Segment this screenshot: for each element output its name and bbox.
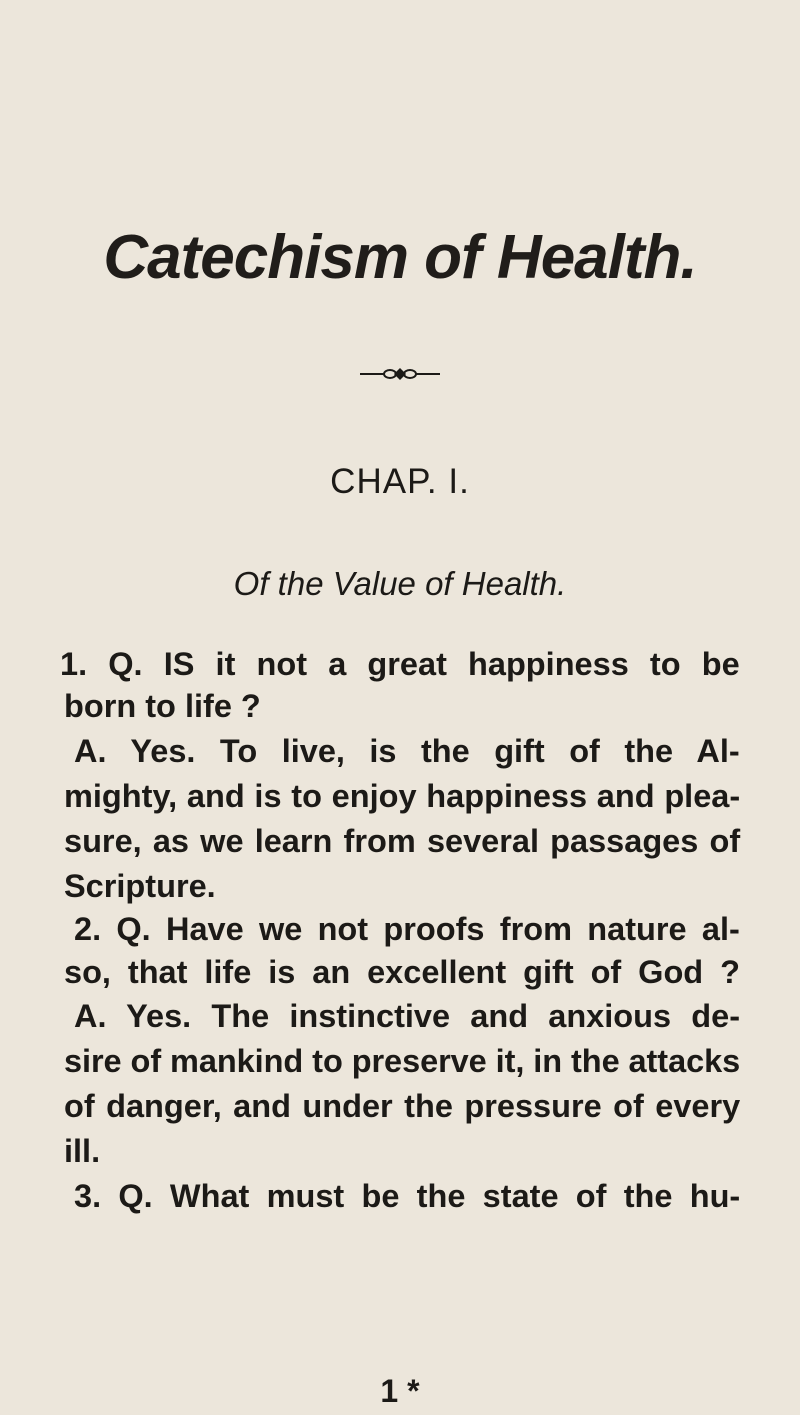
body-line: A. Yes. The instinctive and anxious de- [74, 998, 741, 1034]
body-line: of danger, and under the pressure of every [64, 1088, 741, 1124]
body-line: sure, as we learn from several passages of [64, 823, 741, 859]
body-line: 1. Q. IS it not a great happiness to be [60, 646, 740, 682]
body-line: born to life ? [64, 688, 261, 724]
body-line: so, that life is an excellent gift of God ? [64, 954, 740, 990]
body-line: A. Yes. To live, is the gift of the Al- [74, 733, 740, 769]
ornament-divider [360, 368, 440, 380]
signature-mark: 1 * [380, 1373, 420, 1409]
chapter-heading: CHAP. I. [330, 462, 470, 501]
body-line: mighty, and is to enjoy happiness and plea- [64, 778, 741, 814]
body-line: ill. [64, 1133, 101, 1169]
body-line: Scripture. [64, 868, 216, 904]
body-line: sire of mankind to preserve it, in the attacks [64, 1043, 741, 1079]
page-title: Catechism of Health. [103, 223, 697, 292]
chapter-subtitle: Of the Value of Health. [233, 565, 567, 602]
body-line: 3. Q. What must be the state of the hu- [74, 1178, 741, 1214]
body-line: 2. Q. Have we not proofs from nature al- [74, 911, 740, 947]
